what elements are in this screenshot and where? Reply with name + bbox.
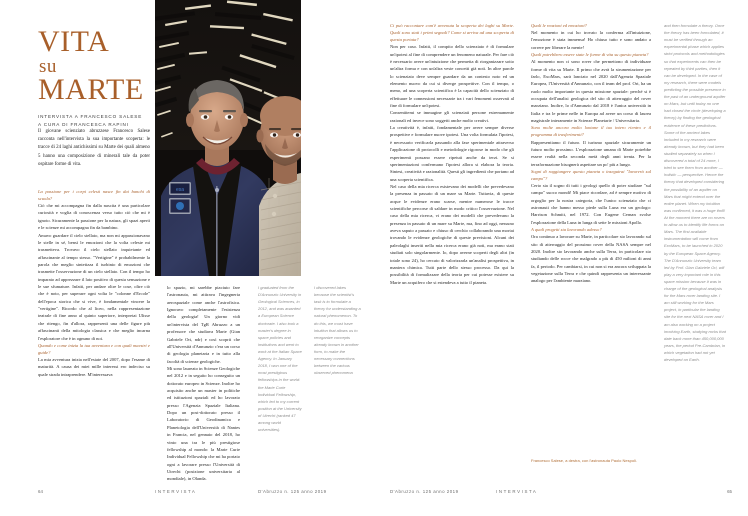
english-translation-1	[258, 284, 302, 433]
article-intro	[38, 128, 150, 169]
page-title-line-2: su	[39, 55, 57, 77]
body-column-4	[531, 22, 651, 285]
photo-illustration	[155, 0, 301, 276]
english-translation-2	[314, 284, 362, 376]
english-translation-3	[664, 22, 726, 363]
page-title-line-3: MARTE	[38, 73, 144, 107]
interview-question: La passione per i corpi celesti nasce fin dai banchi di scuola?	[38, 189, 150, 202]
article-photo	[155, 0, 301, 276]
interview-answer-paragraph: Rappresentiamo il futuro. Il turismo spaziale sicuramente un futuro molto prossimo. L'esplorazione umana di Marte potrebbe essere realtà nella seconda metà degli anni trenta. Per la terraformazione bisognerà aspettare un po' più a lungo.	[531, 139, 651, 167]
interview-answer-paragraph: lo spazio, mi sarebbe piaciuto fare l'astronauta, mi attirava l'ingegneria aerospaziale come anche l'astrofisica. Ignoravo completamente l'esistenza della geologia! Un giorno vidi un'intervista del TgR Abruzzo a un professore che studiava Marte (Gian Gabriele Ori, ndr) e così scoprii che all'Università d'Annunzio c'era un corso di geologia planetaria e in tutto alla facoltà di scienze geologiche.	[167, 285, 240, 364]
interview-question: Quali potrebbero essere state le forme di vita su questo pianeta?	[531, 52, 649, 58]
interview-answer-paragraph: Consentitemi se immagine gli scienziati persone estremamente razionali ed invece sono soggetti anche molto creativi.	[390, 110, 514, 123]
interview-question: Quali le reazioni ed emozioni?	[531, 23, 587, 28]
english-text-3: and then formulate a theory. Once the theory has been formulated, it must be verified through an experimental phase which applies strict protocols and methodologies so that experiments can then be repeated by third parties, then it can be developed. In the case of my research, there were models predicting the possible presence in the past of an underground aquifer on Mars, but until today no one had closed the circle (developing a theory) by finding the geological evidence of these predictions. Some of the ancient lakes included in my research were already known, but they had been studied separately so when I discovered a total of 24 more, I tried to see them from another — holistic — perspective. Hence the theory that developed considering the possibility of an aquifer on Mars that might extend over the entire planet. When my intuition was confirmed, it was a huge thrill! At the moment there are no rovers to allow us to identify life forms on Mars. The first available instrumentation will come from ExoMars, to be launched in 2020 by the European Space Agency. The D'Annunzio University team led by Prof. Gian Gabriele Ori, will play a very important role in this space mission because it was in charge of the geological analysis for the Mars rover landing site. I am still working for the Mars project, in particular the landing site for the next NASA rover and I am also working on a project involving Earth, studying rocks that date back more than 450,000,000 years, the period Pre-Cambrian, in which vegetation had not yet developed on Earth.	[664, 23, 726, 363]
interview-answer-paragraph: Ciò che mi accompagna fin dalla nascita è una particolare curiosità e voglia di conoscenza verso tutto ciò che mi è ignoto. Sicuramente la passione per la natura, gli spazi aperti e le scienze mi accompagna fin da bambino.	[38, 203, 150, 231]
english-text-2: I discovered lakes because the scientist's task is to formulate a theory for understanding a natural phenomenon. To do this, we must have intuition that allows us to reorganize concepts already known in another form, to make the necessary connections between the various observed phenomena	[314, 285, 361, 376]
interview-question: Ci può raccontare com'è avvenuta la scoperta dei laghi su Marte. Quali sono stati i primi segnali? Come si arriva ad una scoperta di questa portata?	[390, 23, 514, 43]
interview-question: A quali progetti sta lavorando adesso?	[531, 227, 602, 233]
interview-answer-paragraph: Nel momento in cui ho trovato la conferma all'intuizione, l'emozione è stata immensa! Ho chiuso tutto e sono andato a correre per liberare la mente!	[531, 30, 651, 50]
interview-answer-paragraph: La mia avventura inizia nell'estate del 2007, dopo l'esame di maturità. A causa dei miei mille interessi ero indeciso su quale strada intraprendere. M'interessava	[38, 357, 150, 377]
interview-answer-paragraph: Mi sono laureato in Scienze Geologiche nel 2012 e in seguito ho conseguito un dottorato europeo in Scienze. Inoltre ho acquisito anche un master in politiche ed istituzioni spaziali ed ho lavorato presso l'Agenzia Spaziale Italiana. Dopo un post-dottorato presso il Laboratorio di Geodinamica e Planetologia dell'Università di Nantes in Francia, nel gennaio del 2018, ho vinto una tra le più prestigiose fellowship al mondo: la Marie Curie Individual Fellowship che mi ha portato ogni a lavorare presso l'Università di Utrecht (posizione universitaria al mondiale), in Olanda.	[167, 365, 240, 482]
footer-publication-right: D'Abruzzo n. 125 anno 2019	[390, 489, 459, 494]
page-number-left: 64	[38, 489, 43, 494]
page-right	[374, 0, 748, 516]
page-number-right: 65	[727, 489, 732, 494]
body-column-1	[38, 188, 150, 378]
intro-paragraph: Il giovane scienziato abruzzese Francesco Salese racconta nell'intervista la sua importante scoperta: le tracce di 24 laghi antichissimi su Marte dei quali almeno 5 hanno una composizione di minerali tale da poter ospitare forme di vita.	[38, 129, 150, 167]
article-title-block	[38, 25, 150, 129]
interview-answer-paragraph: Certo sia il sogno di tutti i geologi quello di poter studiare "sul campo" suoco mondi! Mi piace ricordare, ad è sempre motivo di orgoglio per la nostra categoria, che l'unico scienziato che ci astronauti che hanno messo piede sulla Luna era un geologo: Harrison Schmitt, nel 1972. Con Eugene Cernan svolse l'esplorazione della Luna in lunga di sette le missioni Apollo.	[531, 183, 651, 225]
interview-answer-paragraph: Al momento non ci sono rover che permettono di individuare forme di vita su Marte. Il primo che avrà la strumentazione per farlo, ExoMars, sarà lanciato nel 2020 dall'Agenzia Spaziale Europea, l'Università d'Annunzio, con il team del prof. Ori, ha un ruolo molto importante in questa missione spaziale: perché si è occupata dell'analisi geologica del sito di atterraggio del rover marziano. Inoltre, lo d'Annunzio dal 2018 è l'unica università in Italia e tra le prime nelle in Europa ad avere un corso di laurea magistrale interamente in Scienze Planetarie / Universitaria.	[531, 59, 651, 124]
photo-caption: Francesco Salese, a destra, con l'astronauta Paolo Nespoli.	[531, 458, 637, 463]
footer-section-left: INTERVISTA	[155, 489, 197, 494]
interview-question: Quando e come inizia la tua avventura e con quali maestri e guide?	[38, 342, 150, 355]
footer-section-right: INTERVISTA	[496, 489, 538, 494]
article-byline	[38, 113, 150, 129]
footer-publication-left: D'Abruzzo n. 125 anno 2019	[258, 489, 327, 494]
interview-answer-paragraph: Ora continuo a lavorare su Marte, in particolare sto lavorando sul sito di atterraggio del prossimo rover della NASA sempre nel 2020. Inoltre sto lavorando anche sulla Terra, in particolare sto studiando delle rocce che malgrado a più di 450 milioni di anni fa, il periodo. Per cambiarsi, in cui non si era ancora sviluppata la vegetazione sulla Terra e che quindi rappresenta un interessante analogo per l'ambiente marziano.	[531, 234, 651, 284]
interview-answer-paragraph: Nel caso della mia ricerca esistevano dei modelli che prevedevano la presenza in passato di un mare su Marte. Tuttavia, di queste acque le evidenze erano scarse, mentre numerose le tracce scientifiche percorse di saldare in modo critico l'osservazione. Nel caso della mia ricerca, vi erano dei modelli che prevedevano la presenza in passato di un mare su Marte, ma, fino ad oggi, nessuno aveva saputo a passato e chiuso di cerchio collaborando una mortai trovando le evidenze geologiche di queste previsioni. Alcuni dei paleolaghi inseriti nella mia ricerca erano già noti, ma erano stati studiati solo singolarmente. Io, dopo averne scoperti degli altri (in totale sono 24), ho cercato di valorizzarla un'analisi prospettiva, in maniera chimica. Tutti parte dello stesso processo. Da qui la possibilità di formalizzare della teoria per cui potesse esistere su Marte un acquifero che si estendeva a tutto il pianeta.	[390, 183, 514, 285]
interview-answer-paragraph: Non per caso. Infatti, il compito dello scienziato è di formulare un'ipotesi al fine di comprendere un fenomeno naturale. Per fare ciò è necessario avere un'intuizione che permetta di riorganizzare sotto un'altra forma e con un'altra veste concetti già noti. In altre parole lo scienziato deve sempre guardare da un contesto noto ed un elemento nuovo da cui si diverge prospettive. Con il tempo, o meno, ad una scoperta scientifica è la capacità dello scienziato di effettuare le connessioni necessarie tra i vari fenomeni osservati al fine di formulare un'ipotesi.	[390, 44, 514, 109]
body-column-2	[167, 284, 240, 483]
page-title-line-1: VITA	[38, 25, 110, 58]
interview-question: Sogni di raggiungere questo pianeta o inseguirai "lavorerà sul campo"?	[531, 168, 651, 181]
interview-answer-paragraph: Amavo guardare il cielo stellato, ma non mi appassionavano le stelle in sé, bensì le emozioni che la volta celeste mi trasmetteva. Trovavo il cielo stellato inquietante ed affascinante al tempo stesso. "Vertigine" è probabilmente la parola che meglio sintetizza il turbinio di emozioni che trasmette l'osservazione di un cielo stellato. Con il tempo ho imparato ad apprezzare il lato positivo di questa sensazione e le sue sfumature. Infatti, per andare oltre le cose, oltre ciò che è noto, per superare ogni volta le "colonne d'Ercole" dell'epoca storica che si vive, è fondamentale vincere la "vertigine". Ricordo che al liceo, nella rappresentazione teatrale di fine anno al quinto superiore, interpretai Ulisse che ritengo, fin d'allora, rappresenti una delle figure più affascinanti della mitologia classica e che meglio incarna l'esploratore che è in ognuno di noi.	[38, 232, 150, 341]
interview-question: Sono molte ancora molto lontane il tuo intero rientro e il programma di trasferimenti?	[531, 125, 651, 138]
body-column-3	[390, 22, 514, 286]
byline-interviewee: INTERVISTA A FRANCESCO SALESE	[38, 113, 143, 119]
svg-text:esa: esa	[175, 187, 185, 193]
english-text-1: I graduated from the D'Annunzio University in Geological Sciences, in 2012, and was awarded a European Science doctorate. I also took a master's degree in space policies and institutions and went to work at the Italian Space Agency. In January 2018, I won one of the most prestigious fellowships in the world: the Marie Curie Individual Fellowship, which led to my current position at the University of Utrecht (ranked 47 among world universities).	[258, 285, 302, 433]
interview-answer-paragraph: La creatività è, infatti, fondamentale per avere sempre diverse prospettive e formulare nuove ipotesi. Una volta formulata l'ipotesi, è necessario verificarla passando alla fase sperimentale attraverso l'applicazione di protocolli e metodologie rigorose in modo che gli esperimenti possano essere ripetuti anche da terzi. Se si sperimentazioni confermano l'ipotesi allora si elabora la teoria. Sintesi, creatività e razionalità. Questi gli ingredienti che portano ad una scoperta scientifica.	[390, 125, 514, 182]
byline-author: A CURA DI FRANCESCA RAPINI	[38, 121, 129, 127]
